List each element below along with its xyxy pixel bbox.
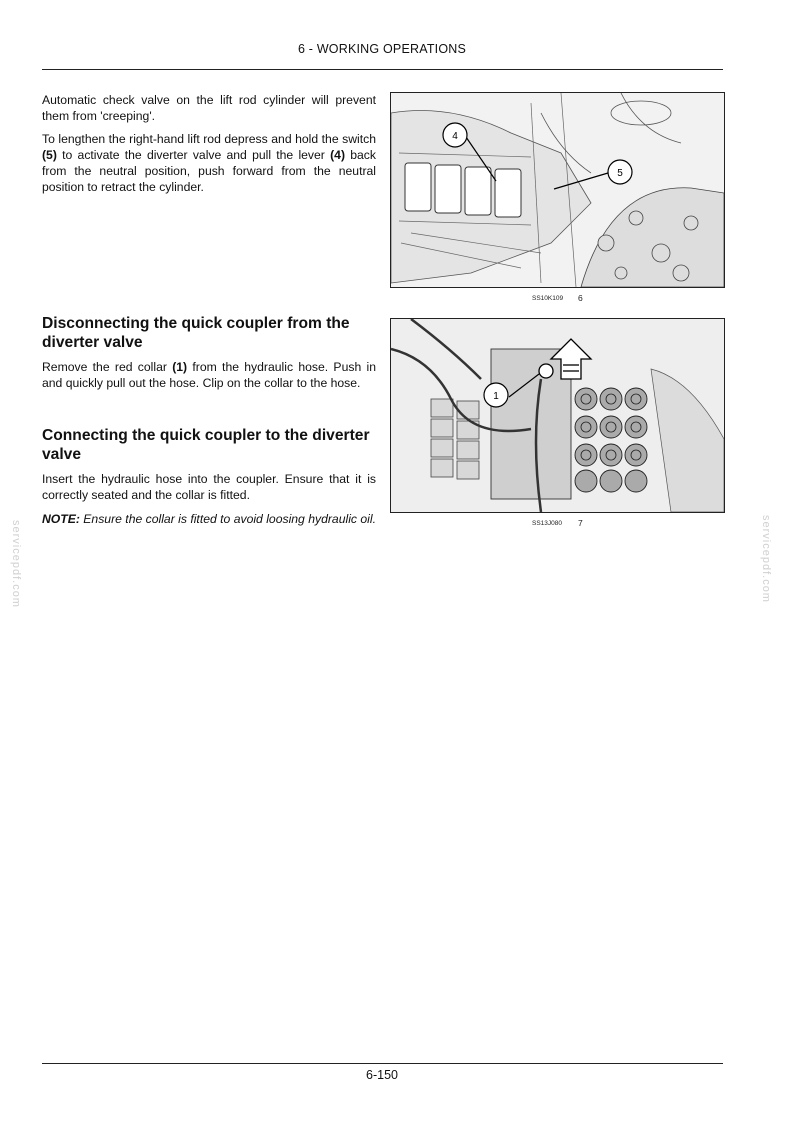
watermark-left: servicepdf.com: [10, 520, 22, 608]
callout-5: 5: [617, 168, 623, 179]
section-heading-disconnecting: Disconnecting the quick coupler from the diverter valve: [42, 315, 350, 351]
callout-1: 1: [493, 391, 499, 402]
ref-4: (4): [330, 148, 346, 162]
page-number: 6-150: [366, 1068, 398, 1082]
callout-4: 4: [452, 131, 458, 142]
ref-1: (1): [172, 360, 188, 374]
intro-paragraph-1: Automatic check valve on the lift rod cylinder will prevent them from 'creeping'.: [42, 93, 376, 123]
watermark-right: servicepdf.com: [760, 515, 772, 603]
note: NOTE: Ensure the collar is fitted to avoid loosing hydraulic oil.: [42, 512, 376, 526]
page-header: 6 - WORKING OPERATIONS: [297, 42, 467, 56]
section-paragraph-connecting: Insert the hydraulic hose into the coupler. Ensure that it is correctly seated and the collar is fitted.: [42, 472, 376, 502]
section-heading-connecting: Connecting the quick coupler to the diverter valve: [42, 427, 370, 463]
figure-7-image: [390, 318, 725, 513]
footer-rule: [42, 1063, 723, 1064]
intro-paragraph-2: To lengthen the right-hand lift rod depress and hold the switch (5) to activate the diverter valve and pull the lever (4) back from the neutral position, push forward from the neutral position to retract the cylinder.: [42, 132, 376, 194]
section-connecting: [42, 426, 376, 527]
figure-6-code: SS10K109: [532, 295, 564, 302]
figure-7-code: SS13J080: [532, 520, 562, 527]
section-paragraph-disconnecting: Remove the red collar (1) from the hydraulic hose. Push in and quickly pull out the hose. Clip on the collar to the hose.: [42, 360, 376, 390]
figure-7-number: 7: [578, 518, 583, 528]
ref-5: (5): [42, 148, 57, 162]
figure-6-number: 6: [578, 293, 583, 303]
section-disconnecting: [42, 314, 376, 391]
intro-text: [42, 92, 376, 195]
figure-6-image: [390, 92, 725, 288]
header-rule: [42, 69, 723, 70]
note-label: NOTE:: [42, 512, 80, 526]
